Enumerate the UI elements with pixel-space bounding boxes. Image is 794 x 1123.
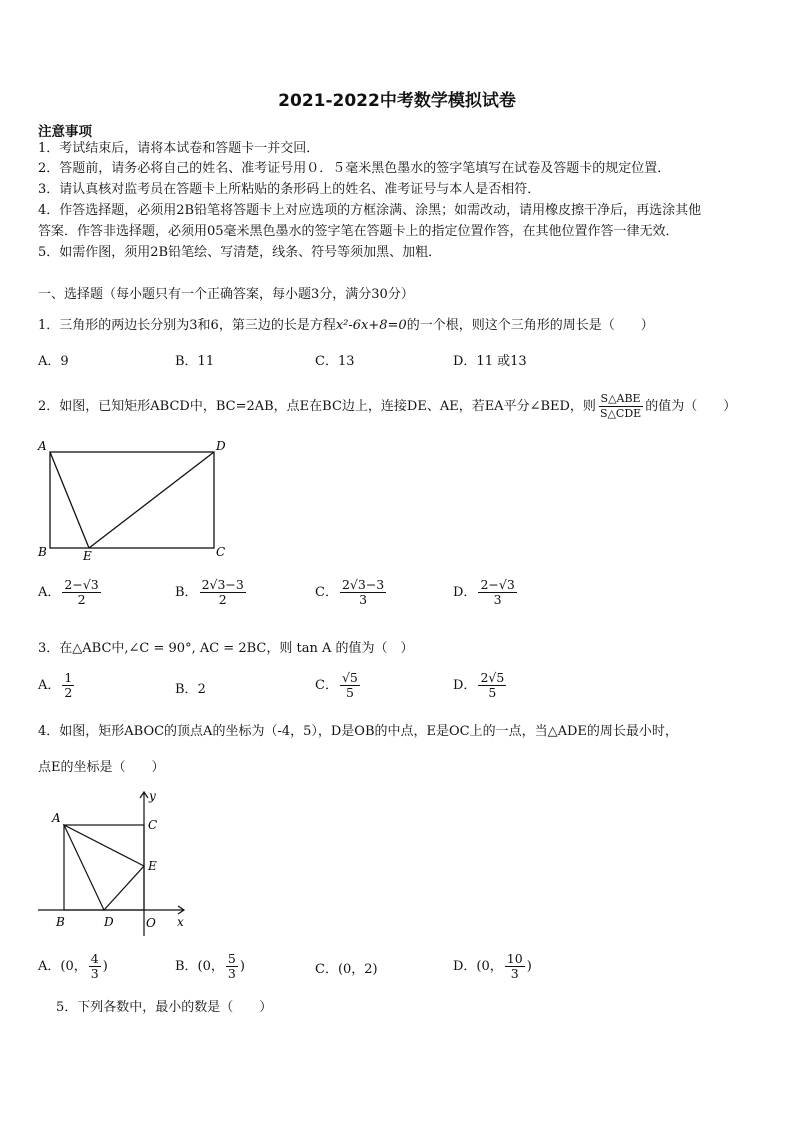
q4-option-d-den: 3 [510, 966, 519, 981]
q4-option-b-close: ) [239, 958, 245, 974]
q4-figure-coordinate [34, 786, 194, 946]
q2-option-b [175, 578, 248, 607]
q2-option-b-letter: B． [175, 584, 198, 600]
q2-option-d [453, 578, 519, 607]
q3-option-a [38, 671, 76, 700]
notice-item-2: 2．答题前，请务必将自己的姓名、准考证号用０．５毫米黑色墨水的签字笔填写在试卷及答题卡的规定位置． [38, 161, 671, 176]
q4-option-c: C．(0，2) [315, 962, 378, 977]
q4-option-a-letter: A．(0， [38, 958, 87, 974]
q2-figure-rectangle [34, 436, 234, 564]
q4-option-a-num: 4 [90, 951, 99, 966]
label-b: B [38, 545, 47, 559]
notice-item-4: 4．作答选择题，必须用2B铅笔将答题卡上对应选项的方框涂满、涂黑；如需改动，请用橡皮擦干净后，再选涂其他 [38, 203, 702, 218]
q3-option-a-num: 1 [64, 670, 73, 685]
q4-option-d [453, 952, 532, 981]
q1-text-post: 的一个根，则这个三角形的周长是（ ） [406, 318, 654, 333]
q3-option-c-letter: C． [315, 677, 338, 693]
q1-equation: x²-6x+8=0 [335, 318, 407, 333]
q3-option-d [453, 671, 508, 700]
q2-option-b-num: 2√3−3 [201, 577, 244, 592]
q4-option-b [175, 952, 245, 981]
q3-option-c-num: √5 [341, 670, 358, 685]
q4-option-d-num: 10 [506, 951, 523, 966]
q2-ratio-fraction [598, 392, 643, 421]
q2-text-post: 的值为（ ） [645, 398, 737, 414]
notice-item-4-cont: 答案．作答非选择题，必须用05毫米黑色墨水的签字笔在答题卡上的指定位置作答，在其他位置作答一律无效． [38, 224, 679, 239]
q1-text-pre: 1．三角形的两边长分别为3和6，第三边的长是方程 [38, 318, 336, 333]
q4-option-a [38, 952, 108, 981]
label-x: x [177, 915, 184, 929]
q2-ratio-denominator: S△CDE [599, 407, 642, 420]
label-e: E [83, 549, 92, 563]
q2-option-c-num: 2√3−3 [341, 577, 385, 592]
segment-de [89, 452, 214, 548]
q4-option-a-close: ) [102, 958, 108, 974]
q2-option-d-letter: D． [453, 584, 477, 600]
triangle-ade [64, 825, 144, 910]
label-y: y [149, 789, 156, 803]
question-5: 5．下列各数中，最小的数是（ ） [56, 1000, 273, 1015]
question-3: 3．在△ABC中,∠C = 90°, AC = 2BC，则 tan A 的值为（ ） [38, 641, 414, 656]
label-c: C [216, 545, 226, 559]
q3-option-b-letter: B． [175, 682, 198, 697]
page-title: 2021-2022中考数学模拟试卷 [278, 91, 516, 111]
q4-option-b-num: 5 [227, 951, 236, 966]
q2-option-b-den: 2 [218, 592, 227, 607]
q2-text: 2．如图，已知矩形ABCD中，BC=2AB，点E在BC边上，连接DE、AE，若EA平分∠BED，则 [38, 398, 596, 414]
question-4-line-1: 4．如图，矩形ABOC的顶点A的坐标为（-4，5），D是OB的中点，E是OC上的一点，当△ADE的周长最小时， [38, 724, 678, 739]
label-a: A [38, 439, 47, 453]
q2-option-a-letter: A． [38, 584, 61, 600]
q3-option-a-den: 2 [64, 685, 73, 700]
notice-item-5: 5．如需作图，须用2B铅笔绘、写清楚，线条、符号等须加黑、加粗． [38, 245, 442, 260]
q2-option-a-den: 2 [77, 592, 86, 607]
q3-option-d-letter: D． [453, 677, 477, 693]
notice-heading: 注意事项 [38, 124, 92, 140]
q2-option-d-num: 2−√3 [480, 577, 515, 592]
q3-option-a-letter: A． [38, 677, 61, 693]
q1-option-a: A．9 [38, 354, 69, 369]
q2-option-c [315, 578, 388, 607]
q1-option-d: D．11 或13 [453, 354, 527, 369]
q1-option-b: B．11 [175, 354, 215, 369]
rectangle-abcd [50, 452, 214, 548]
q2-option-d-den: 3 [493, 592, 502, 607]
label-e: E [148, 859, 157, 873]
q3-option-c-den: 5 [345, 685, 354, 700]
q2-option-a [38, 578, 103, 607]
q3-option-b [175, 682, 206, 698]
label-a: A [52, 811, 61, 825]
segment-ae [50, 452, 89, 548]
q4-option-a-den: 3 [90, 966, 99, 981]
q4-option-d-letter: D．(0， [453, 958, 503, 974]
q2-option-a-num: 2−√3 [64, 577, 99, 592]
q3-option-d-num: 2√5 [480, 670, 505, 685]
notice-item-1: 1．考试结束后，请将本试卷和答题卡一并交回． [38, 141, 320, 156]
q3-option-b-value: 2 [197, 682, 206, 697]
q4-option-d-close: ) [526, 958, 532, 974]
label-d: D [216, 439, 226, 453]
rectangle-aboc [64, 825, 144, 910]
question-1 [38, 318, 654, 334]
label-o: O [146, 916, 156, 930]
notice-item-3: 3．请认真核对监考员在答题卡上所粘贴的条形码上的姓名、准考证号与本人是否相符． [38, 182, 541, 197]
q2-option-c-den: 3 [359, 592, 368, 607]
question-4-line-2: 点E的坐标是（ ） [38, 760, 165, 775]
label-d: D [104, 915, 114, 929]
q2-ratio-numerator: S△ABE [600, 392, 641, 405]
label-c: C [148, 818, 158, 832]
q3-option-c [315, 671, 362, 700]
question-2 [38, 392, 736, 421]
q1-option-c: C．13 [315, 354, 355, 369]
q4-option-b-den: 3 [227, 966, 236, 981]
q3-option-d-den: 5 [488, 685, 497, 700]
q4-option-b-letter: B．(0， [175, 958, 224, 974]
q2-option-c-letter: C． [315, 584, 338, 600]
section-heading: 一、选择题（每小题只有一个正确答案，每小题3分，满分30分） [38, 287, 414, 302]
label-b: B [56, 915, 65, 929]
